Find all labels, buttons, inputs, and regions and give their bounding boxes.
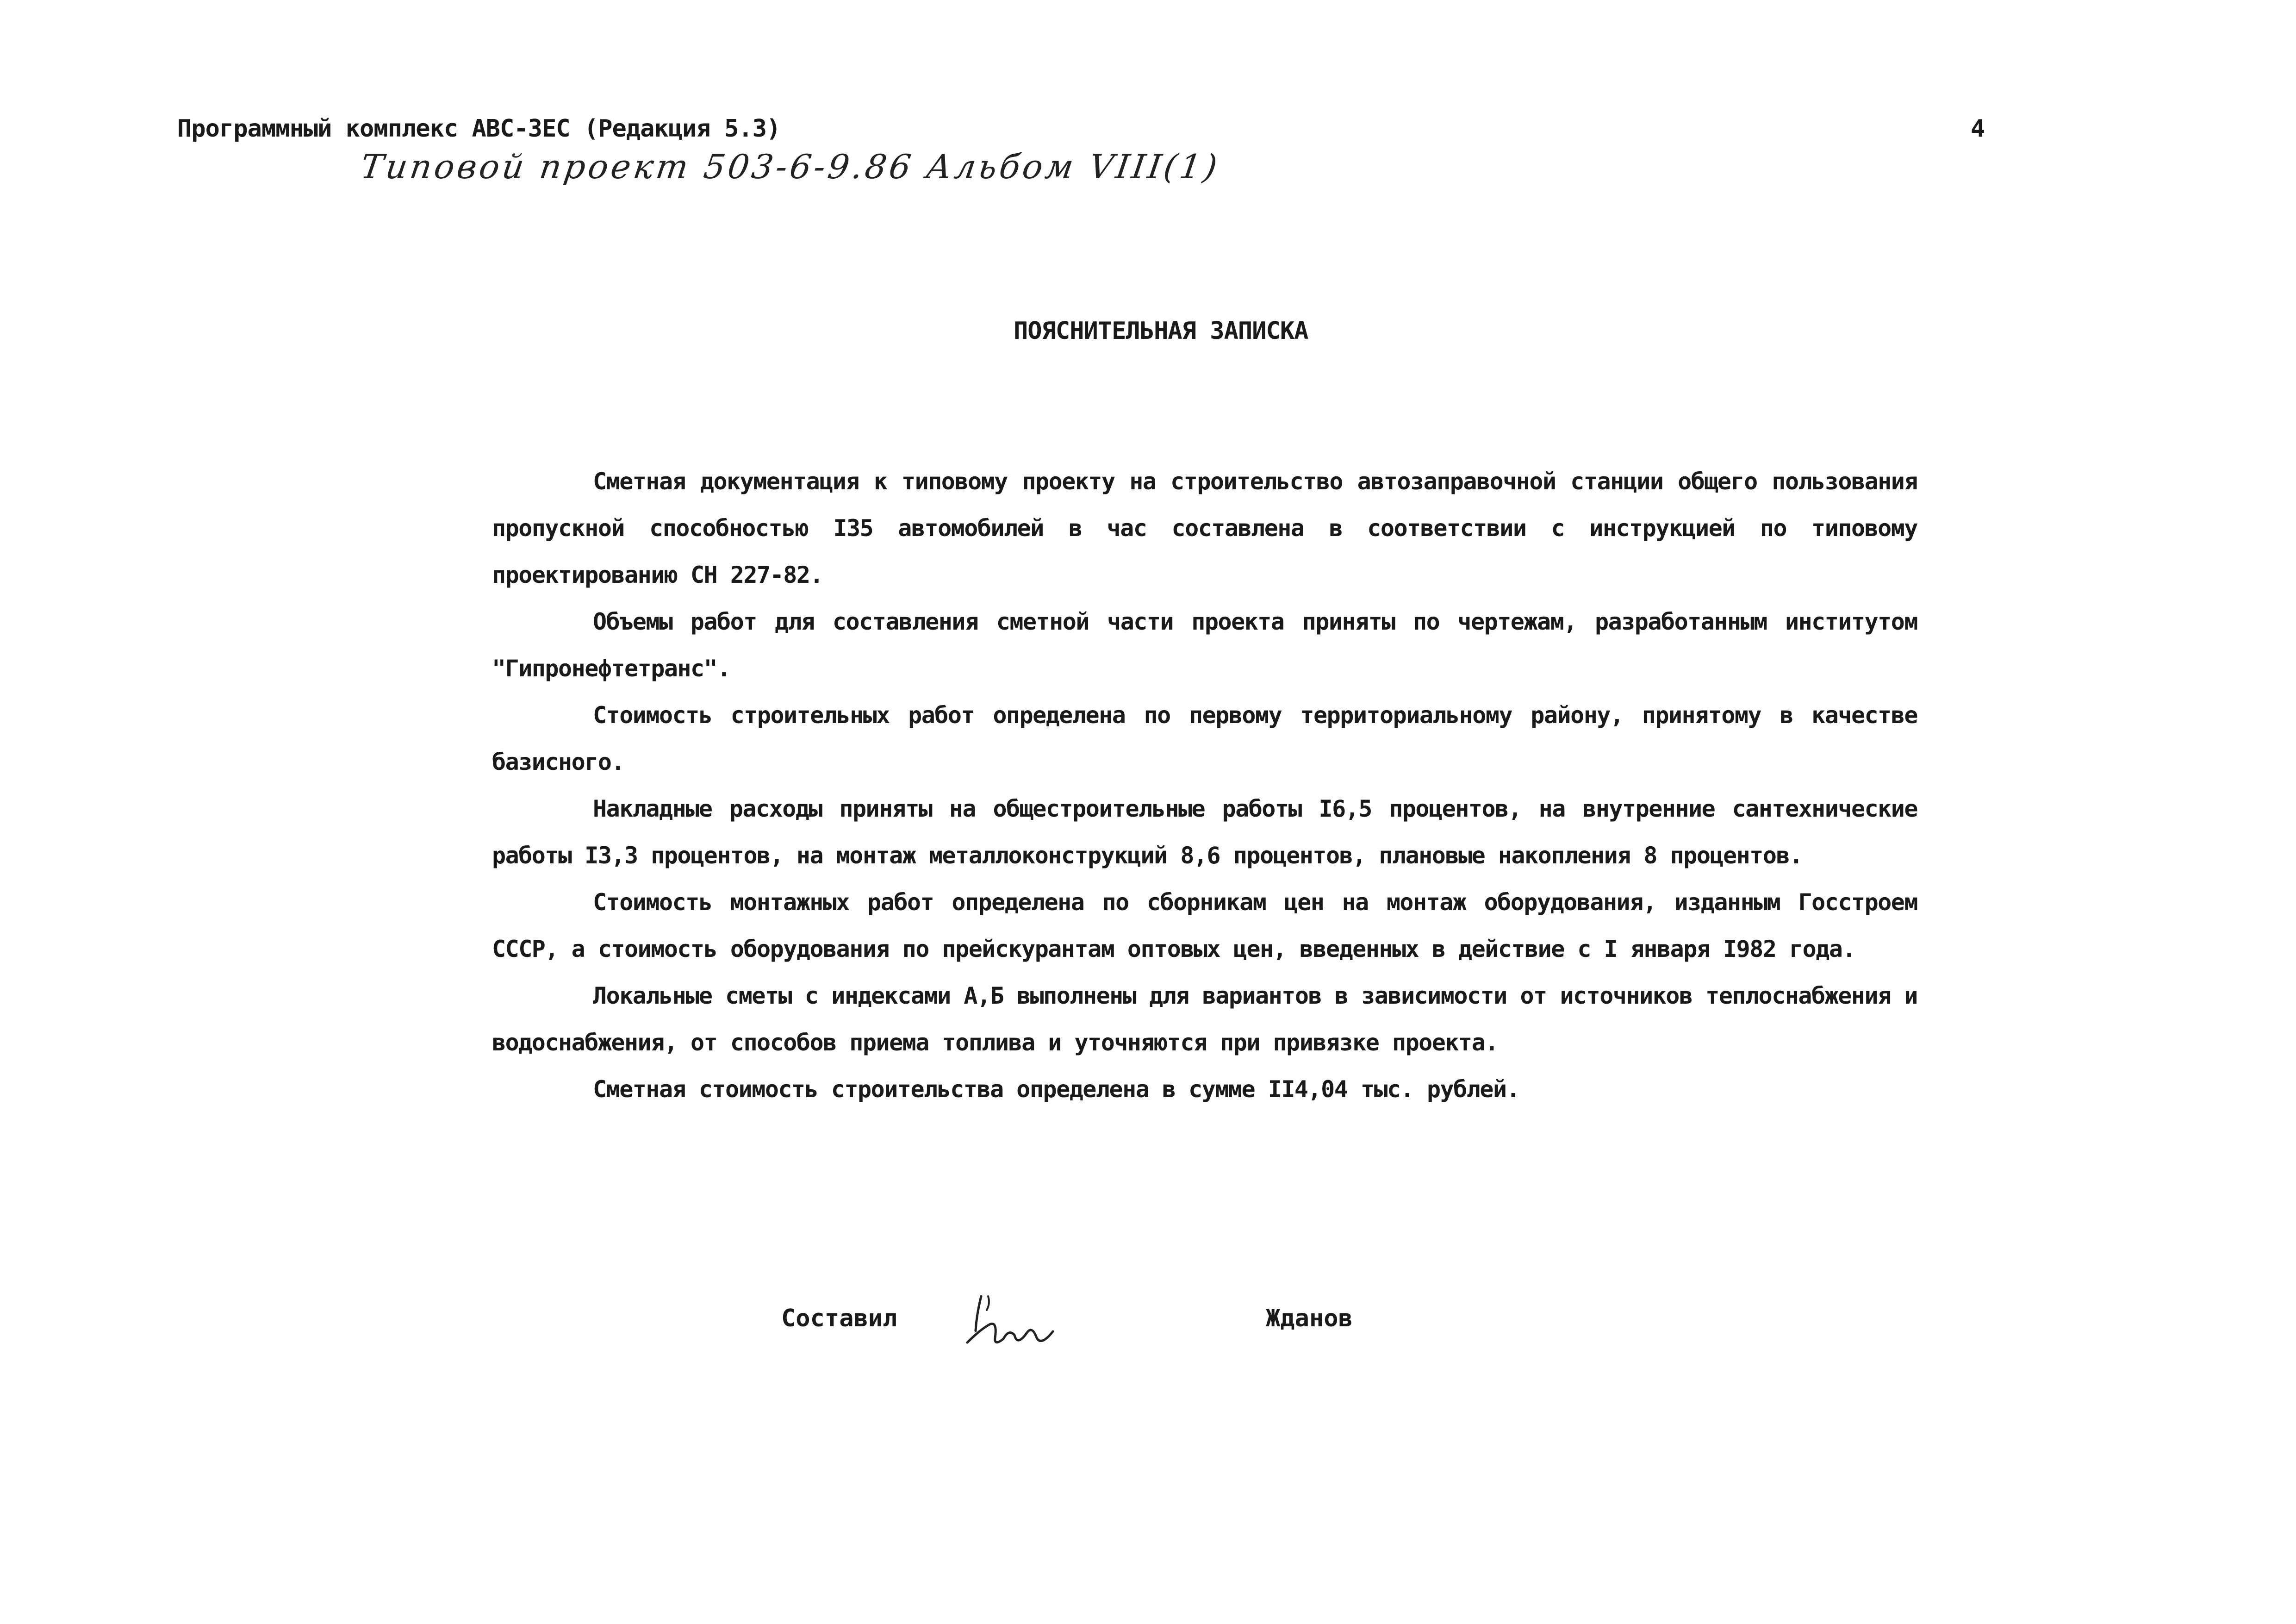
paragraph: Стоимость монтажных работ определена по сборникам цен на монтаж оборудования, изданным Госстроем СССР, а стоимость оборудования по прейскурантам оптовых цен, введенных в действие с I января I982 года. <box>492 889 1917 962</box>
handwritten-project-reference: Типовой проект 503-6-9.86 Альбом VIII(1) <box>358 147 1222 186</box>
signature-label: Составил <box>781 1305 897 1332</box>
signature-block <box>0 1287 2296 1380</box>
paragraph: Накладные расходы приняты на общестроительные работы I6,5 процентов, на внутренние сантехнические работы I3,3 процентов, на монтаж металлоконструкций 8,6 процентов, плановые накопления 8 процентов. <box>492 795 1917 869</box>
signatory-name: Жданов <box>1266 1305 1353 1332</box>
handwritten-signature-icon <box>963 1287 1074 1361</box>
document-title: ПОЯСНИТЕЛЬНАЯ ЗАПИСКА <box>1014 317 1308 345</box>
paragraph: Сметная документация к типовому проекту на строительство автозаправочной станции общего пользования пропускной способностью I35 автомобилей в час составлена в соответствии с инструкцией по типовому проектированию СН 227-82. <box>492 468 1917 588</box>
document-body <box>492 458 1917 1113</box>
paragraph: Объемы работ для составления сметной части проекта приняты по чертежам, разработанным институтом "Гипронефтетранс". <box>492 608 1917 682</box>
program-header: Программный комплекс АВС-3ЕС (Редакция 5.3) <box>177 115 781 143</box>
paragraph: Стоимость строительных работ определена по первому территориальному району, принятому в качестве базисного. <box>492 702 1917 775</box>
page-number: 4 <box>1971 115 1985 143</box>
paragraph: Сметная стоимость строительства определена в сумме II4,04 тыс. рублей. <box>593 1076 1520 1103</box>
paragraph: Локальные сметы с индексами А,Б выполнены для вариантов в зависимости от источников теплоснабжения и водоснабжения, от способов приема топлива и уточняются при привязке проекта. <box>492 982 1917 1056</box>
